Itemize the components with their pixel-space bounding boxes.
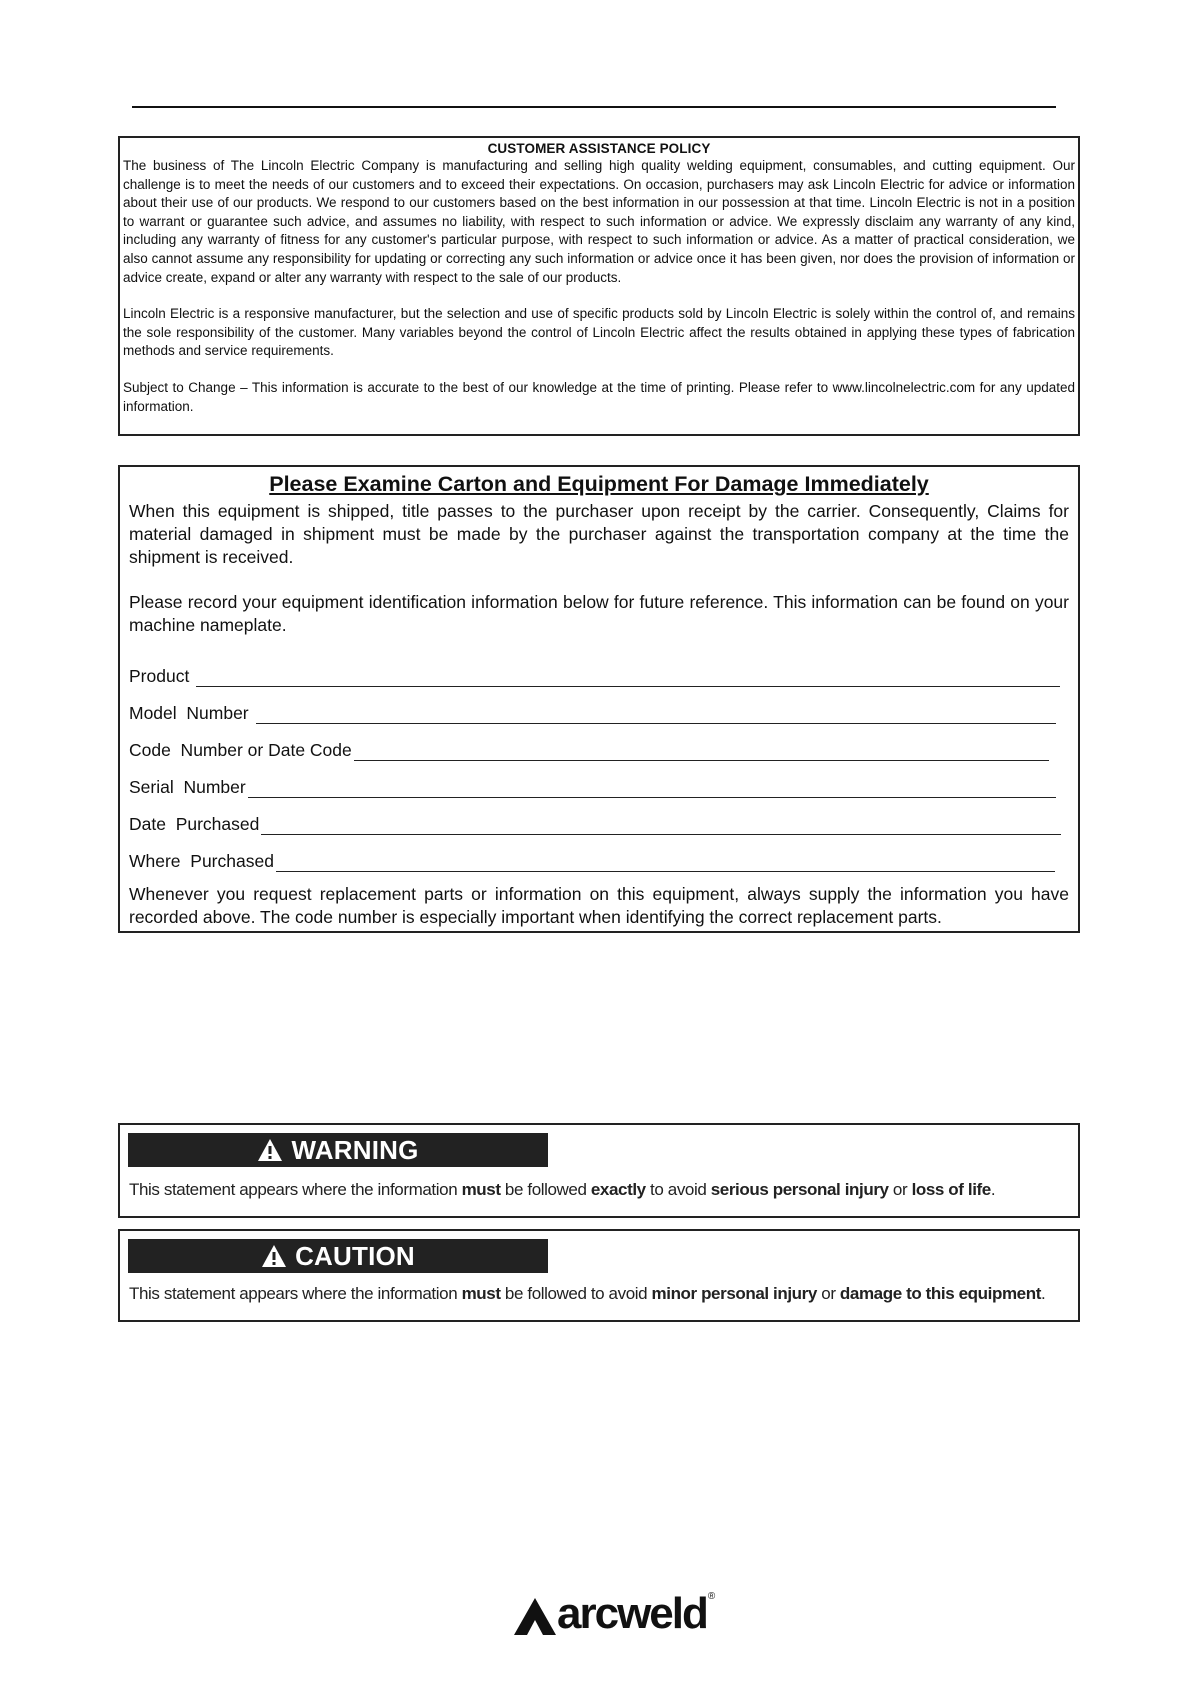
warning-bold-4: loss of life xyxy=(911,1180,991,1199)
examine-closing: Whenever you request replacement parts or information on this equipment, always supply the information you have recorded above. The code number is especially important when identifying the correct replacement parts. xyxy=(129,884,1069,927)
field-line-where-purchased[interactable] xyxy=(276,853,1055,872)
field-code-number[interactable] xyxy=(129,724,1069,761)
warning-bold-1: must xyxy=(461,1180,501,1199)
customer-assistance-policy-box xyxy=(118,136,1080,436)
field-label-date-purchased: Date Purchased xyxy=(129,814,260,834)
warning-triangle-icon xyxy=(257,1138,283,1162)
field-line-code-number[interactable] xyxy=(354,742,1049,761)
field-label-where-purchased: Where Purchased xyxy=(129,851,274,871)
caution-text-4: . xyxy=(1040,1284,1046,1303)
policy-paragraph-1: The business of The Lincoln Electric Company is manufacturing and selling high quality welding equipment, consumables, and cutting equipment. Our challenge is to meet the needs of our customers and to exceed their expectations. On occasion, purchasers may ask Lincoln Electric for advice or information about their use of our products. We respond to our customers based on the best information in our possession at that time. Lincoln Electric is not in a position to warrant or guarantee such advice, and assumes no liability, with respect to such information or advice. We expressly disclaim any warranty of any kind, including any warranty of fitness for any customer's particular purpose, with respect to such information or advice. As a matter of practical consideration, we also cannot assume any responsibility for updating or correcting any such information or advice once it has been given, nor does the provision of information or advice create, expand or alter any warranty with respect to the sale of our products. xyxy=(123,158,1075,285)
warning-text-4: or xyxy=(888,1180,912,1199)
warning-text-5: . xyxy=(990,1180,996,1199)
field-where-purchased[interactable] xyxy=(129,835,1069,872)
warning-bold-3: serious personal injury xyxy=(710,1180,889,1199)
warning-statement xyxy=(129,1180,995,1200)
policy-paragraph-3: Subject to Change – This information is accurate to the best of our knowledge at the time of printing. Please refer to www.lincolnelectric.com for any updated information. xyxy=(123,379,1075,414)
warning-banner xyxy=(128,1133,548,1167)
policy-title: CUSTOMER ASSISTANCE POLICY xyxy=(487,141,711,156)
field-date-purchased[interactable] xyxy=(129,798,1069,835)
examine-intro: When this equipment is shipped, title passes to the purchaser upon receipt by the carrier. Consequently, Claims for material damaged in shipment must be made by the purchaser against the transportation company at the time the shipment is received. xyxy=(129,501,1069,567)
field-line-date-purchased[interactable] xyxy=(261,816,1061,835)
caution-box xyxy=(118,1229,1080,1322)
caution-statement xyxy=(129,1284,1045,1304)
logo-wordmark: arcweld xyxy=(557,1589,707,1638)
field-product[interactable] xyxy=(129,650,1069,687)
warning-box xyxy=(118,1123,1080,1218)
warning-text-3: to avoid xyxy=(645,1180,711,1199)
policy-paragraph-2: Lincoln Electric is a responsive manufacturer, but the selection and use of specific products sold by Lincoln Electric is solely within the control of, and remains the sole responsibility of the customer. Many variables beyond the control of Lincoln Electric affect the results obtained in applying these types of fabrication methods and service requirements. xyxy=(123,306,1075,359)
caution-banner xyxy=(128,1239,548,1273)
field-label-product: Product xyxy=(129,666,195,686)
field-serial-number[interactable] xyxy=(129,761,1069,798)
logo-registered-mark: ® xyxy=(707,1591,716,1602)
caution-label: CAUTION xyxy=(295,1240,415,1271)
warning-label: WARNING xyxy=(291,1134,419,1165)
caution-bold-1: must xyxy=(461,1284,501,1303)
caution-text-3: or xyxy=(816,1284,840,1303)
field-model-number[interactable] xyxy=(129,687,1069,724)
top-rule xyxy=(132,106,1056,108)
caution-text-2: be followed to avoid xyxy=(500,1284,652,1303)
field-line-serial-number[interactable] xyxy=(248,779,1056,798)
arcweld-arrow-icon xyxy=(513,1596,557,1636)
field-label-serial-number: Serial Number xyxy=(129,777,246,797)
arcweld-logo xyxy=(513,1588,715,1636)
caution-bold-2: minor personal injury xyxy=(651,1284,817,1303)
field-line-product[interactable] xyxy=(196,668,1060,687)
warning-triangle-icon xyxy=(261,1244,287,1268)
examine-title: Please Examine Carton and Equipment For Damage Immediately xyxy=(269,472,929,496)
examine-carton-box xyxy=(118,465,1080,933)
field-label-code-number: Code Number or Date Code xyxy=(129,740,352,760)
equipment-id-fields xyxy=(129,650,1069,872)
warning-text-1: This statement appears where the information xyxy=(129,1180,462,1199)
warning-text-2: be followed xyxy=(500,1180,591,1199)
examine-record-instructions: Please record your equipment identification information below for future reference. This information can be found on your machine nameplate. xyxy=(129,592,1069,635)
caution-bold-3: damage to this equipment xyxy=(839,1284,1041,1303)
caution-text-1: This statement appears where the information xyxy=(129,1284,462,1303)
warning-bold-2: exactly xyxy=(590,1180,646,1199)
field-label-model-number: Model Number xyxy=(129,703,254,723)
field-line-model-number[interactable] xyxy=(256,705,1056,724)
